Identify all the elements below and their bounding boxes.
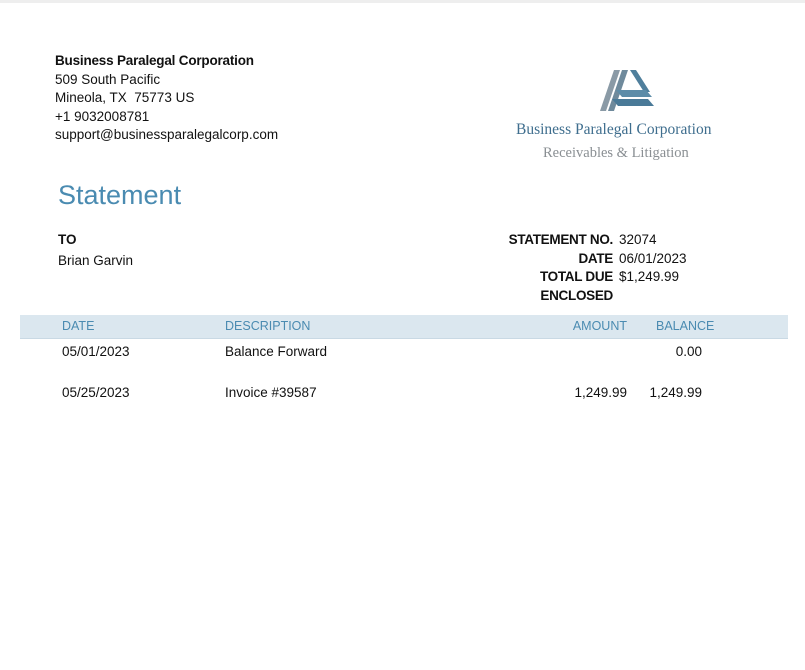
company-logo <box>510 66 735 166</box>
meta-value <box>613 287 619 306</box>
cell-date: 05/01/2023 <box>62 344 130 359</box>
cell-date: 05/25/2023 <box>62 385 130 400</box>
top-border <box>0 0 805 3</box>
table-row <box>20 344 788 364</box>
column-header-description: DESCRIPTION <box>225 319 311 333</box>
meta-value: 32074 <box>619 232 657 247</box>
company-email: support@businessparalegalcorp.com <box>55 127 279 142</box>
meta-label: TOTAL DUE <box>539 269 613 284</box>
meta-row-total-due <box>480 268 710 287</box>
statement-meta <box>480 231 710 305</box>
logo-tagline: Receivables & Litigation <box>543 145 689 161</box>
column-header-date: DATE <box>62 319 95 333</box>
recipient-name: Brian Garvin <box>58 253 134 268</box>
cell-description: Invoice #39587 <box>225 385 317 400</box>
meta-row-statement-no <box>480 231 710 250</box>
company-address-line1: 509 South Pacific <box>55 71 161 87</box>
logo-company-name: Business Paralegal Corporation <box>516 121 712 138</box>
page-title: Statement <box>58 180 182 210</box>
meta-value: 06/01/2023 <box>619 250 687 266</box>
meta-label: DATE <box>578 250 613 266</box>
cell-balance: 0.00 <box>675 344 702 359</box>
table-header <box>20 315 788 339</box>
meta-label: ENCLOSED <box>540 287 613 303</box>
cell-balance: 1,249.99 <box>649 385 702 400</box>
company-info <box>55 52 278 145</box>
company-phone: +1 9032008781 <box>55 108 150 124</box>
company-name: Business Paralegal Corporation <box>55 53 254 68</box>
company-address-line2: Mineola, TX 75773 US <box>55 90 195 105</box>
meta-row-date <box>480 250 710 269</box>
column-header-amount: AMOUNT <box>572 319 627 333</box>
stacked-stripes-logo-icon <box>510 66 735 116</box>
meta-row-enclosed <box>480 287 710 306</box>
to-label: TO <box>58 232 77 247</box>
table-row <box>20 385 788 405</box>
cell-description: Balance Forward <box>225 344 328 359</box>
meta-label: STATEMENT NO. <box>508 232 613 247</box>
column-header-balance: BALANCE <box>656 319 715 333</box>
cell-amount: 1,249.99 <box>574 385 627 400</box>
meta-value: $1,249.99 <box>619 269 680 284</box>
